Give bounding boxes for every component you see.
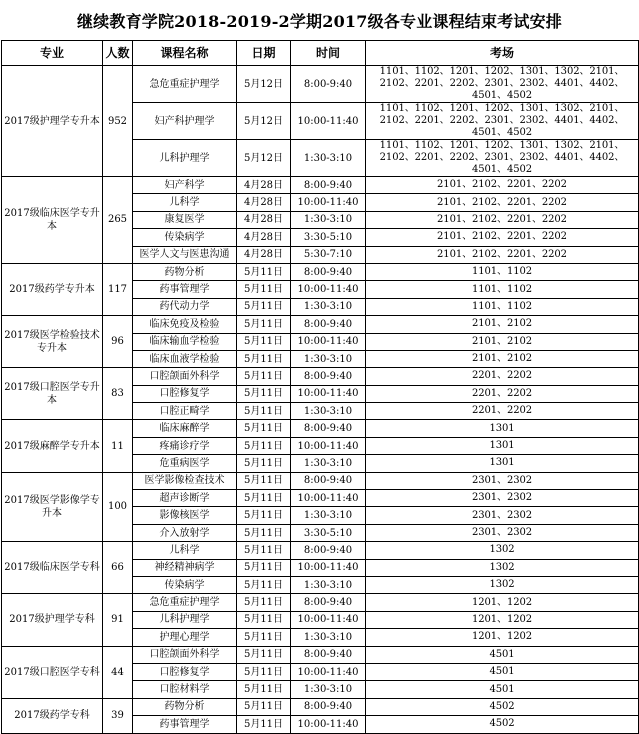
table-row: [2, 316, 639, 333]
course-cell: 妇产科学: [133, 177, 237, 194]
date-cell: 5月12日: [237, 103, 291, 140]
course-cell: 超声诊断学: [133, 490, 237, 507]
count-cell: 117: [103, 263, 133, 315]
count-cell: 100: [103, 472, 133, 542]
course-cell: 传染病学: [133, 229, 237, 246]
course-cell: 儿科学: [133, 194, 237, 211]
table-row: [2, 542, 639, 559]
room-cell: 1101、1102、1201、1202、1301、1302、2101、2102、2201、2202、2301、2302、4401、4402、4501、4502: [366, 66, 639, 103]
time-cell: 8:00-9:40: [291, 420, 366, 437]
exam-schedule-table: [1, 40, 639, 734]
course-cell: 临床免疫及检验: [133, 316, 237, 333]
room-cell: 2301、2302: [366, 524, 639, 541]
course-cell: 神经精神病学: [133, 559, 237, 576]
count-cell: 44: [103, 646, 133, 698]
time-cell: 10:00-11:40: [291, 490, 366, 507]
major-cell: 2017级医学影像学专升本: [2, 472, 103, 542]
time-cell: 10:00-11:40: [291, 716, 366, 733]
time-cell: 10:00-11:40: [291, 437, 366, 454]
date-cell: 5月11日: [237, 559, 291, 576]
room-cell: 1101、1102、1201、1202、1301、1302、2101、2102、2201、2202、2301、2302、4401、4402、4501、4502: [366, 140, 639, 177]
date-cell: 5月11日: [237, 611, 291, 628]
table-row: [2, 472, 639, 489]
room-cell: 1302: [366, 559, 639, 576]
room-cell: 2301、2302: [366, 490, 639, 507]
time-cell: 10:00-11:40: [291, 559, 366, 576]
room-cell: 1201、1202: [366, 629, 639, 646]
date-cell: 5月11日: [237, 368, 291, 385]
time-cell: 1:30-3:10: [291, 403, 366, 420]
date-cell: 5月11日: [237, 646, 291, 663]
date-cell: 4月28日: [237, 211, 291, 228]
course-cell: 药事管理学: [133, 716, 237, 733]
date-cell: 5月11日: [237, 716, 291, 733]
count-cell: 11: [103, 420, 133, 472]
room-cell: 1101、1102、1201、1202、1301、1302、2101、2102、2201、2202、2301、2302、4401、4402、4501、4502: [366, 103, 639, 140]
date-cell: 5月11日: [237, 316, 291, 333]
room-cell: 1301: [366, 455, 639, 472]
time-cell: 1:30-3:10: [291, 681, 366, 698]
date-cell: 4月28日: [237, 229, 291, 246]
date-cell: 5月12日: [237, 140, 291, 177]
time-cell: 1:30-3:10: [291, 507, 366, 524]
date-cell: 5月11日: [237, 403, 291, 420]
date-cell: 5月11日: [237, 594, 291, 611]
major-cell: 2017级临床医学专科: [2, 542, 103, 594]
time-cell: 10:00-11:40: [291, 103, 366, 140]
time-cell: 10:00-11:40: [291, 385, 366, 402]
room-cell: 4501: [366, 646, 639, 663]
date-cell: 5月11日: [237, 490, 291, 507]
date-cell: 5月11日: [237, 681, 291, 698]
major-cell: 2017级医学检验技术专升本: [2, 316, 103, 368]
date-cell: 5月11日: [237, 350, 291, 367]
major-cell: 2017级护理学专升本: [2, 66, 103, 177]
time-cell: 1:30-3:10: [291, 629, 366, 646]
time-cell: 8:00-9:40: [291, 177, 366, 194]
date-cell: 5月11日: [237, 455, 291, 472]
count-cell: 66: [103, 542, 133, 594]
room-cell: 2201、2202: [366, 403, 639, 420]
room-cell: 1301: [366, 437, 639, 454]
course-cell: 口腔修复学: [133, 663, 237, 680]
date-cell: 4月28日: [237, 246, 291, 263]
room-cell: 1101、1102: [366, 281, 639, 298]
date-cell: 5月11日: [237, 542, 291, 559]
date-cell: 5月11日: [237, 385, 291, 402]
major-cell: 2017级药学专升本: [2, 263, 103, 315]
time-cell: 10:00-11:40: [291, 333, 366, 350]
room-cell: 4502: [366, 716, 639, 733]
course-cell: 口腔颌面外科学: [133, 646, 237, 663]
course-cell: 临床血液学检验: [133, 350, 237, 367]
course-cell: 康复医学: [133, 211, 237, 228]
room-cell: 1101、1102: [366, 263, 639, 280]
time-cell: 3:30-5:10: [291, 524, 366, 541]
course-cell: 医学影像检查技术: [133, 472, 237, 489]
count-cell: 39: [103, 698, 133, 733]
room-cell: 1302: [366, 576, 639, 593]
count-cell: 96: [103, 316, 133, 368]
time-cell: 3:30-5:10: [291, 229, 366, 246]
date-cell: 5月11日: [237, 298, 291, 315]
course-cell: 影像核医学: [133, 507, 237, 524]
page-title: 继续教育学院2018-2019-2学期2017级各专业课程结束考试安排: [76, 11, 562, 31]
time-cell: 1:30-3:10: [291, 576, 366, 593]
room-cell: 4502: [366, 698, 639, 715]
time-cell: 10:00-11:40: [291, 281, 366, 298]
course-cell: 急危重症护理学: [133, 66, 237, 103]
room-cell: 2201、2202: [366, 368, 639, 385]
course-cell: 妇产科护理学: [133, 103, 237, 140]
room-cell: 2101、2102: [366, 333, 639, 350]
date-cell: 4月28日: [237, 194, 291, 211]
count-cell: 952: [103, 66, 133, 177]
table-row: [2, 698, 639, 715]
header-count: 人数: [103, 41, 133, 66]
course-cell: 药代动力学: [133, 298, 237, 315]
date-cell: 5月11日: [237, 507, 291, 524]
date-cell: 4月28日: [237, 177, 291, 194]
room-cell: 1201、1202: [366, 611, 639, 628]
date-cell: 5月11日: [237, 281, 291, 298]
time-cell: 10:00-11:40: [291, 194, 366, 211]
header-time: 时间: [291, 41, 366, 66]
course-cell: 临床麻醉学: [133, 420, 237, 437]
table-row: [2, 646, 639, 663]
time-cell: 1:30-3:10: [291, 211, 366, 228]
room-cell: 2101、2102、2201、2202: [366, 211, 639, 228]
room-cell: 2101、2102、2201、2202: [366, 246, 639, 263]
room-cell: 1301: [366, 420, 639, 437]
time-cell: 8:00-9:40: [291, 698, 366, 715]
date-cell: 5月11日: [237, 263, 291, 280]
table-row: [2, 368, 639, 385]
date-cell: 5月12日: [237, 66, 291, 103]
room-cell: 2101、2102、2201、2202: [366, 194, 639, 211]
time-cell: 5:30-7:10: [291, 246, 366, 263]
date-cell: 5月11日: [237, 420, 291, 437]
count-cell: 265: [103, 177, 133, 264]
major-cell: 2017级药学专科: [2, 698, 103, 733]
header-course: 课程名称: [133, 41, 237, 66]
count-cell: 91: [103, 594, 133, 646]
room-cell: 2201、2202: [366, 385, 639, 402]
room-cell: 4501: [366, 681, 639, 698]
course-cell: 药事管理学: [133, 281, 237, 298]
course-cell: 儿科护理学: [133, 140, 237, 177]
schedule-body: [2, 66, 639, 734]
course-cell: 儿科护理学: [133, 611, 237, 628]
room-cell: 2101、2102: [366, 316, 639, 333]
course-cell: 介入放射学: [133, 524, 237, 541]
room-cell: 2101、2102、2201、2202: [366, 229, 639, 246]
course-cell: 急危重症护理学: [133, 594, 237, 611]
table-row: [2, 594, 639, 611]
major-cell: 2017级口腔医学专升本: [2, 368, 103, 420]
course-cell: 药物分析: [133, 263, 237, 280]
time-cell: 8:00-9:40: [291, 316, 366, 333]
header-major: 专业: [2, 41, 103, 66]
header-room: 考场: [366, 41, 639, 66]
time-cell: 8:00-9:40: [291, 646, 366, 663]
time-cell: 8:00-9:40: [291, 66, 366, 103]
major-cell: 2017级护理学专科: [2, 594, 103, 646]
course-cell: 药物分析: [133, 698, 237, 715]
course-cell: 口腔修复学: [133, 385, 237, 402]
time-cell: 10:00-11:40: [291, 663, 366, 680]
table-row: [2, 420, 639, 437]
table-row: [2, 263, 639, 280]
count-cell: 83: [103, 368, 133, 420]
header-row: [2, 41, 639, 66]
room-cell: 1302: [366, 542, 639, 559]
time-cell: 8:00-9:40: [291, 542, 366, 559]
major-cell: 2017级临床医学专升本: [2, 177, 103, 264]
date-cell: 5月11日: [237, 663, 291, 680]
course-cell: 医学人文与医患沟通: [133, 246, 237, 263]
time-cell: 1:30-3:10: [291, 350, 366, 367]
room-cell: 4501: [366, 663, 639, 680]
date-cell: 5月11日: [237, 629, 291, 646]
time-cell: 10:00-11:40: [291, 611, 366, 628]
major-cell: 2017级口腔医学专科: [2, 646, 103, 698]
course-cell: 口腔正畸学: [133, 403, 237, 420]
room-cell: 2101、2102: [366, 350, 639, 367]
course-cell: 口腔材料学: [133, 681, 237, 698]
table-row: [2, 177, 639, 194]
course-cell: 传染病学: [133, 576, 237, 593]
room-cell: 1201、1202: [366, 594, 639, 611]
room-cell: 2101、2102、2201、2202: [366, 177, 639, 194]
course-cell: 口腔颌面外科学: [133, 368, 237, 385]
course-cell: 儿科学: [133, 542, 237, 559]
time-cell: 8:00-9:40: [291, 263, 366, 280]
table-row: [2, 66, 639, 103]
course-cell: 护理心理学: [133, 629, 237, 646]
date-cell: 5月11日: [237, 437, 291, 454]
major-cell: 2017级麻醉学专升本: [2, 420, 103, 472]
time-cell: 8:00-9:40: [291, 472, 366, 489]
time-cell: 8:00-9:40: [291, 368, 366, 385]
time-cell: 1:30-3:10: [291, 455, 366, 472]
room-cell: 2301、2302: [366, 507, 639, 524]
course-cell: 疼痛诊疗学: [133, 437, 237, 454]
time-cell: 1:30-3:10: [291, 298, 366, 315]
date-cell: 5月11日: [237, 698, 291, 715]
room-cell: 2301、2302: [366, 472, 639, 489]
header-date: 日期: [237, 41, 291, 66]
course-cell: 危重病医学: [133, 455, 237, 472]
date-cell: 5月11日: [237, 333, 291, 350]
room-cell: 1101、1102: [366, 298, 639, 315]
date-cell: 5月11日: [237, 576, 291, 593]
course-cell: 临床输血学检验: [133, 333, 237, 350]
time-cell: 1:30-3:10: [291, 140, 366, 177]
time-cell: 8:00-9:40: [291, 594, 366, 611]
date-cell: 5月11日: [237, 524, 291, 541]
date-cell: 5月11日: [237, 472, 291, 489]
